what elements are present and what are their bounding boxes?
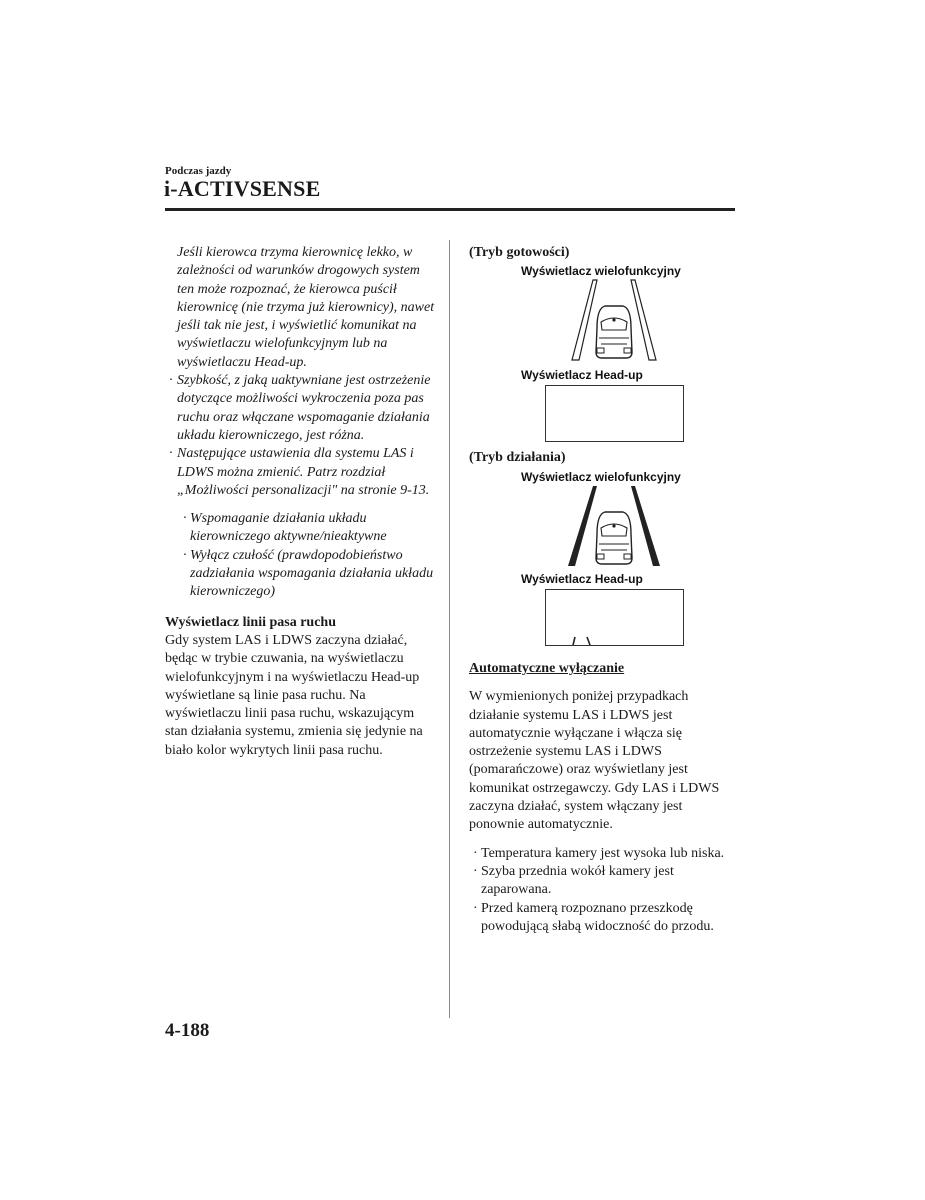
standby-mfd-label: Wyświetlacz wielofunkcyjny — [521, 264, 681, 278]
sub-bullet-1 — [165, 510, 435, 547]
lane-display-heading: Wyświetlacz linii pasa ruchu — [165, 614, 336, 630]
bullet-dot: · — [473, 845, 478, 861]
page-number: 4-188 — [165, 1020, 210, 1041]
car-icon — [596, 512, 632, 564]
car-icon — [596, 306, 632, 358]
note-bullet-1-text: Szybkość, z jaką uaktywniane jest ostrzeżenie dotyczące możliwości wykroczenia poza pas ruchu oraz włączane wspomaganie działania układu kierowniczego, jest różna. — [177, 373, 431, 443]
auto-off-body: W wymienionych poniżej przypadkach działanie systemu LAS i LDWS jest automatycznie wyłączane i włącza się ostrzeżenie systemu LAS i LDWS (pomarańczowe) oraz wyświetlany jest komunikat ostrzegawczy. Gdy LAS i LDWS zaczyna działać, system włączany jest ponownie automatycznie. — [469, 689, 720, 833]
auto-off-heading: Automatyczne wyłączanie — [469, 661, 625, 676]
lane-line-left-outline — [572, 280, 597, 360]
right-column — [469, 244, 739, 984]
auto-off-bullet-2-text: Szyba przednia wokół kamery jest zaparowana. — [481, 863, 674, 898]
active-mfd-figure — [559, 484, 669, 568]
sub-bullet-1-text: Wspomaganie działania układu kierowniczego aktywne/nieaktywne — [190, 511, 387, 545]
section-label: Podczas jazdy — [165, 165, 232, 177]
page-title: i-ACTIVSENSE — [164, 176, 321, 201]
note-bullet-2-text: Następujące ustawienia dla systemu LAS i LDWS można zmienić. Patrz rozdział „Możliwości personalizacji" na stronie 9-13. — [177, 446, 430, 498]
lane-line-right-active — [631, 486, 660, 566]
intro-note: Jeśli kierowca trzyma kierownicę lekko, w zależności od warunków drogowych system ten może rozpoznać, że kierowca puścił kierownicę (nie trzyma już kierownicy), nawet jeśli tak nie jest, i wyświetlić komunikat na wyświetlaczu wielofunkcyjnym lub na wyświetlaczu Head-up. — [177, 245, 435, 370]
active-hud-label: Wyświetlacz Head-up — [521, 572, 643, 586]
lane-line-left-active — [568, 486, 597, 566]
bullet-dot: · — [183, 547, 187, 563]
auto-off-bullet-2 — [469, 863, 739, 900]
hud-lane-marks — [568, 634, 598, 646]
column-divider — [449, 240, 450, 1018]
note-bullet-2 — [165, 445, 435, 500]
bullet-dot: · — [473, 863, 478, 879]
auto-off-bullet-3-text: Przed kamerą rozpoznano przeszkodę powodującą słabą widoczność do przodu. — [481, 900, 714, 934]
active-mfd-label: Wyświetlacz wielofunkcyjny — [521, 470, 681, 484]
title-rule — [165, 208, 735, 211]
active-mode-label: (Tryb działania) — [469, 450, 566, 465]
note-bullet-1 — [165, 372, 435, 445]
active-hud-box — [545, 589, 684, 646]
standby-mode-label: (Tryb gotowości) — [469, 245, 570, 260]
auto-off-list — [469, 845, 739, 936]
bullet-dot: · — [473, 900, 478, 916]
bullet-dot: · — [169, 446, 173, 462]
auto-off-bullet-3 — [469, 900, 739, 937]
standby-hud-box — [545, 385, 684, 442]
lane-display-body: Gdy system LAS i LDWS zaczyna działać, będąc w trybie czuwania, na wyświetlaczu wielofunkcyjnym i na wyświetlaczu Head-up wyświetlane są linie pasa ruchu. Na wyświetlaczu linii pasa ruchu, wskazującym stan działania systemu, zmienia się jedynie na biało kolor wykrytych linii pasa ruchu. — [165, 632, 423, 758]
auto-off-section — [469, 660, 739, 936]
standby-hud-label: Wyświetlacz Head-up — [521, 368, 643, 382]
sub-bullet-2 — [165, 547, 435, 602]
settings-sublist — [165, 510, 435, 601]
left-column — [165, 244, 435, 760]
lane-line-right-outline — [631, 280, 656, 360]
bullet-dot: · — [169, 373, 173, 389]
auto-off-bullet-1-text: Temperatura kamery jest wysoka lub niska. — [481, 845, 725, 861]
auto-off-bullet-1 — [469, 845, 739, 863]
bullet-dot: · — [183, 511, 187, 527]
sub-bullet-2-text: Wyłącz czułość (prawdopodobieństwo zadziałania wspomagania działania układu kierowniczego) — [190, 547, 434, 600]
standby-mfd-figure — [559, 278, 669, 362]
